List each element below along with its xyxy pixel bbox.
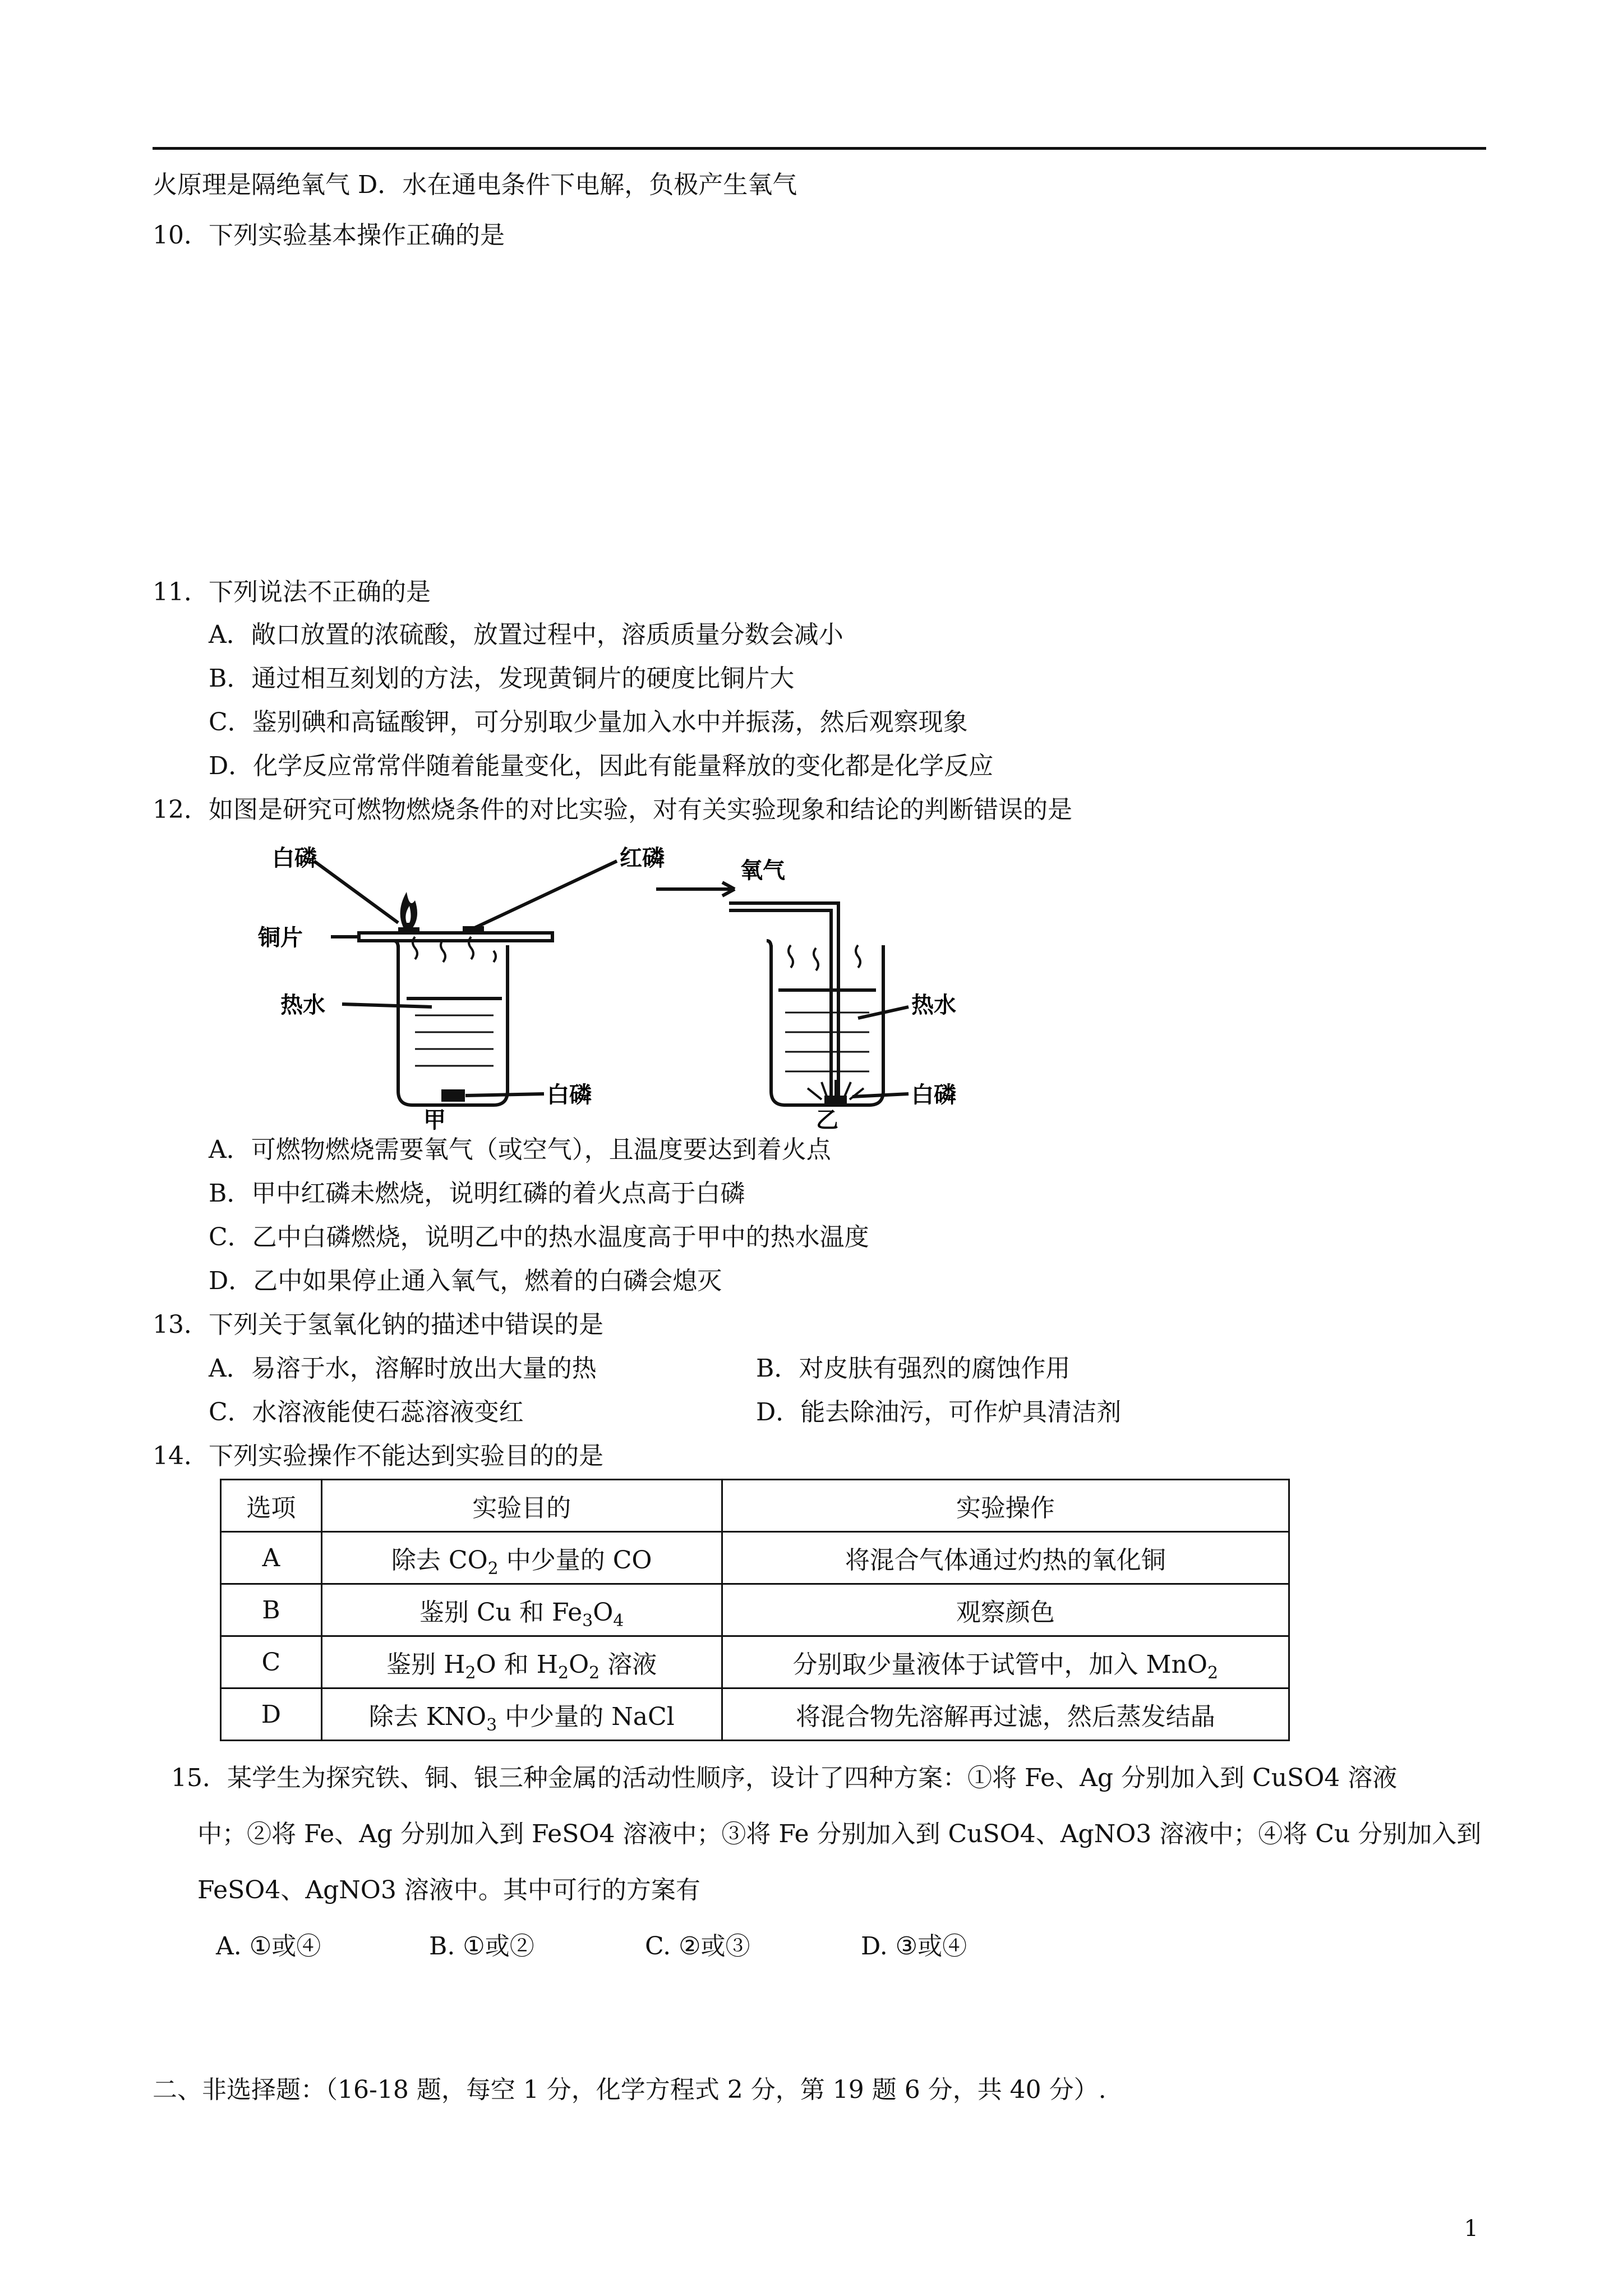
question-13: 13．下列关于氢氧化钠的描述中错误的是	[153, 1310, 603, 1339]
table-cell: 分别取少量液体于试管中，加入 MnO$_2$	[722, 1636, 1289, 1688]
q12-option-d: D．乙中如果停止通入氧气，燃着的白磷会熄灭	[209, 1267, 722, 1295]
column-header: 实验操作	[722, 1480, 1289, 1532]
label-copper-plate: 铜片	[258, 925, 303, 951]
table-cell: 观察颜色	[722, 1584, 1289, 1636]
q13-option-b: B．对皮肤有强烈的腐蚀作用	[756, 1354, 1071, 1383]
question-14: 14．下列实验操作不能达到实验目的的是	[153, 1442, 603, 1470]
q15-option-b: B. ①或②	[429, 1932, 534, 1961]
table-cell: B	[221, 1584, 322, 1636]
question-15-line-3: FeSO4、AgNO3 溶液中。其中可行的方案有	[197, 1876, 700, 1904]
label-white-phosphorus-yi: 白磷	[911, 1082, 956, 1108]
question-15-line-1: 15．某学生为探究铁、铜、银三种金属的活动性顺序，设计了四种方案：①将 Fe、Ag 分别加入到 CuSO4 溶液	[171, 1764, 1398, 1792]
q14-table	[220, 1479, 1290, 1741]
question-11: 11．下列说法不正确的是	[153, 578, 431, 606]
table-row	[221, 1532, 1289, 1584]
table-header-row	[221, 1480, 1289, 1532]
question-15-line-2: 中；②将 Fe、Ag 分别加入到 FeSO4 溶液中；③将 Fe 分别加入到 CuSO4、AgNO3 溶液中；④将 Cu 分别加入到	[197, 1820, 1482, 1848]
q12-option-c: C．乙中白磷燃烧，说明乙中的热水温度高于甲中的热水温度	[209, 1223, 869, 1251]
figure-yi	[651, 839, 998, 1130]
caption-yi: 乙	[816, 1107, 838, 1130]
q15-option-a: A. ①或④	[216, 1932, 321, 1961]
q15-option-c: C. ②或③	[645, 1932, 750, 1961]
table-cell: A	[221, 1532, 322, 1584]
q15-option-d: D. ③或④	[861, 1932, 967, 1961]
header-rule	[153, 147, 1486, 150]
caption-jia: 甲	[423, 1107, 446, 1130]
table-cell: 将混合气体通过灼热的氧化铜	[722, 1532, 1289, 1584]
table-row	[221, 1584, 1289, 1636]
table-cell: 将混合物先溶解再过滤，然后蒸发结晶	[722, 1688, 1289, 1741]
table-cell: C	[221, 1636, 322, 1688]
table-cell: 除去 $CO_2$ 中少量的 CO	[321, 1532, 722, 1584]
table-cell: 除去 $KNO_3$ 中少量的 NaCl	[321, 1688, 722, 1741]
q12-option-b: B．甲中红磷未燃烧，说明红磷的着火点高于白磷	[209, 1179, 745, 1208]
label-red-phosphorus: 红磷	[620, 845, 665, 871]
section-2-heading: 二、非选择题：（16-18 题，每空 1 分，化学方程式 2 分，第 19 题 6 分，共 40 分）.	[153, 2076, 1106, 2104]
q13-option-a: A．易溶于水，溶解时放出大量的热	[209, 1354, 597, 1383]
column-header: 实验目的	[321, 1480, 722, 1532]
column-header: 选项	[221, 1480, 322, 1532]
q13-option-d: D．能去除油污，可作炉具清洁剂	[756, 1398, 1122, 1427]
label-hot-water-yi: 热水	[911, 992, 956, 1018]
figure-jia	[247, 839, 707, 1130]
label-hot-water: 热水	[280, 992, 325, 1018]
question-10: 10．下列实验基本操作正确的是	[153, 221, 505, 250]
question-12: 12．如图是研究可燃物燃烧条件的对比实验，对有关实验现象和结论的判断错误的是	[153, 795, 1072, 824]
table-cell: D	[221, 1688, 322, 1741]
label-white-phosphorus-top: 白磷	[272, 845, 317, 871]
q11-option-c: C．鉴别碘和高锰酸钾，可分别取少量加入水中并振荡，然后观察现象	[209, 708, 968, 737]
q12-option-a: A．可燃物燃烧需要氧气（或空气），且温度要达到着火点	[209, 1135, 831, 1164]
text-line: 火原理是隔绝氧气 D．水在通电条件下电解，负极产生氧气	[153, 171, 797, 199]
page-number: 1	[1464, 2216, 1478, 2242]
table-row	[221, 1636, 1289, 1688]
q13-option-c: C．水溶液能使石蕊溶液变红	[209, 1398, 524, 1427]
q11-option-d: D．化学反应常常伴随着能量变化，因此有能量释放的变化都是化学反应	[209, 752, 994, 780]
table-cell: 鉴别 $H_2O$ 和 $H_2O_2$ 溶液	[321, 1636, 722, 1688]
label-white-phosphorus-bottom: 白磷	[547, 1082, 592, 1108]
q11-option-b: B．通过相互刻划的方法，发现黄铜片的硬度比铜片大	[209, 664, 795, 693]
table-row	[221, 1688, 1289, 1741]
label-oxygen: 氧气	[740, 858, 785, 884]
table-cell: 鉴别 Cu 和 $Fe_3O_4$	[321, 1584, 722, 1636]
q11-option-a: A．敞口放置的浓硫酸，放置过程中，溶质质量分数会减小	[209, 620, 843, 649]
